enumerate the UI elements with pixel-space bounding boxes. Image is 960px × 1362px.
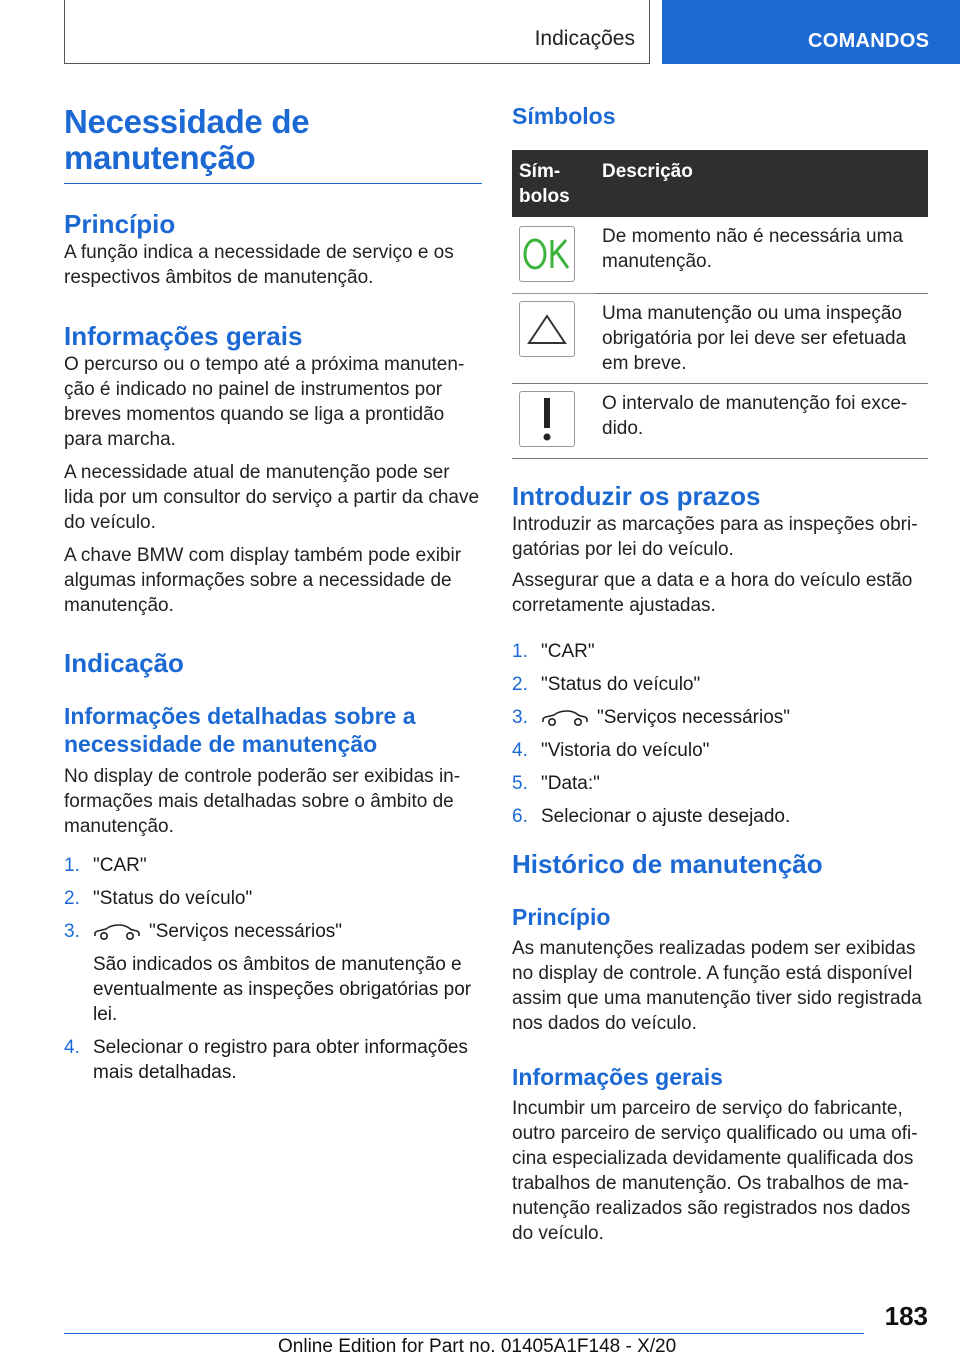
page-title: Necessidade de manutenção: [64, 104, 482, 184]
table-row: [512, 217, 928, 293]
header-chapter-tab: [662, 0, 960, 64]
hist-info-heading: Informações gerais: [512, 1064, 723, 1090]
step-number: 2.: [64, 888, 80, 909]
step-number: 3.: [512, 707, 528, 728]
header-chapter-label: COMANDOS: [808, 30, 930, 52]
table-header-description: Descrição: [595, 150, 928, 217]
info-paragraph-2: A necessidade atual de manutenção pode ser lida por um consultor do serviço a partir da chave do veículo.: [64, 462, 480, 533]
table-header-symbols: Símbolos: [512, 150, 595, 217]
detail-text: No display de controle poderão ser exibidas informações mais detalhadas sobre o âmbito de manutenção.: [64, 766, 461, 837]
detail-heading: Informações detalhadas sobre a necessidade de manutenção: [64, 703, 416, 757]
step-number: 1.: [64, 855, 80, 876]
step-number: 6.: [512, 806, 528, 827]
principio-heading: Princípio: [64, 209, 176, 239]
row-description: De momento não é necessária uma manutenção.: [595, 217, 928, 293]
list-item: [64, 919, 482, 1027]
right-steps-list: [512, 639, 928, 837]
list-item: [512, 804, 928, 829]
header-section-label: Indicações: [534, 27, 635, 50]
edition-text: Online Edition for Part no. 01405A1F148 - X/20: [278, 1336, 677, 1357]
car-icon: [541, 708, 589, 728]
row-description: O intervalo de manutenção foi excedido.: [595, 383, 928, 458]
ok-symbol: [519, 226, 575, 282]
info-paragraph-3: A chave BMW com display também pode exibir algumas informações sobre a necessidade de manutenção.: [64, 545, 462, 616]
list-item: [512, 705, 928, 730]
step-number: 4.: [64, 1037, 80, 1058]
prazos-heading: Introduzir os prazos: [512, 481, 761, 511]
step-number: 1.: [512, 641, 528, 662]
symbols-table: [512, 150, 928, 459]
step-text: "Serviços necessários": [149, 921, 343, 942]
step-text: "CAR": [541, 641, 595, 662]
list-item: [64, 886, 482, 911]
prazos-paragraph-1: Introduzir as marcações para as inspeções obrigatórias por lei do veículo.: [512, 514, 918, 560]
prazos-paragraph-2: Assegurar que a data e a hora do veículo estão corretamente ajustadas.: [512, 570, 913, 616]
info-heading: Informações gerais: [64, 321, 303, 351]
step-text: "CAR": [93, 855, 147, 876]
step-number: 3.: [64, 921, 80, 942]
step-text: "Serviços necessários": [597, 707, 791, 728]
exclamation-icon: [519, 391, 575, 447]
warning-triangle-icon: [519, 301, 575, 357]
page-number: 183: [884, 1301, 928, 1331]
simbolos-heading: Símbolos: [512, 103, 616, 129]
step-text: Selecionar o ajuste desejado.: [541, 806, 791, 827]
list-item: [512, 672, 928, 697]
list-item: [512, 738, 928, 763]
list-item: [64, 1035, 482, 1085]
table-row: [512, 383, 928, 458]
step-number: 4.: [512, 740, 528, 761]
step-text: "Status do veículo": [93, 888, 253, 909]
step-text: "Data:": [541, 773, 600, 794]
left-steps-list: [64, 853, 482, 1093]
step-text: "Status do veículo": [541, 674, 701, 695]
header-section-tab: [64, 0, 650, 64]
list-item: [64, 853, 482, 878]
car-icon: [93, 922, 141, 942]
step-text: "Vistoria do veículo": [541, 740, 710, 761]
historico-heading: Histórico de manutenção: [512, 849, 823, 879]
list-item: [512, 639, 928, 664]
list-item: [512, 771, 928, 796]
indicacao-heading: Indicação: [64, 648, 184, 678]
table-row: [512, 293, 928, 383]
principio-text: A função indica a necessidade de serviço e os respectivos âmbitos de manutenção.: [64, 242, 454, 288]
info-paragraph-1: O percurso ou o tempo até a próxima manutenção é indicado no painel de instrumentos por breves momentos quando se liga a prontidão para marcha.: [64, 354, 465, 450]
step-number: 2.: [512, 674, 528, 695]
hist-info-text: Incumbir um parceiro de serviço do fabricante, outro parceiro de serviço qualificado ou uma oficina especializada devidamente qualificada dos trabalhos de manutenção. Os trabalhos de manutenção realizados são registrados nos dados do veículo.: [512, 1098, 918, 1244]
footer-divider: [64, 1333, 864, 1334]
step-text: Selecionar o registro para obter informações mais detalhadas.: [93, 1037, 468, 1083]
step-subtext: São indicados os âmbitos de manutenção e eventualmente as inspeções obrigatórias por lei.: [93, 954, 472, 1025]
step-number: 5.: [512, 773, 528, 794]
row-description: Uma manutenção ou uma inspeção obrigatória por lei deve ser efetuada em breve.: [595, 293, 928, 383]
hist-principio-text: As manutenções realizadas podem ser exibidas no display de controle. A função está disponível assim que uma manutenção tiver sido registrada nos dados do veículo.: [512, 938, 922, 1034]
hist-principio-heading: Princípio: [512, 904, 611, 930]
